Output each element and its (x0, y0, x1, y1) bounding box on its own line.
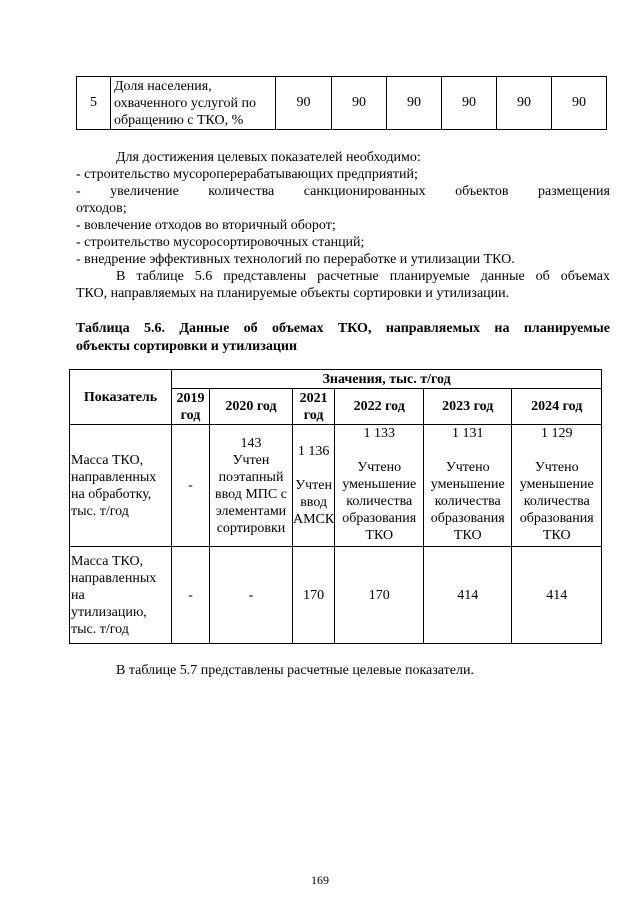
year-header: 2021 год (293, 389, 335, 425)
value-cell: 170 (335, 547, 424, 644)
row-number: 5 (77, 77, 111, 130)
value-cell: 90 (497, 77, 552, 130)
table-row (70, 547, 602, 644)
year-header: 2019 год (172, 389, 210, 425)
value-cell: 143 Учтен поэтапный ввод МПС с элементами сортировки (210, 425, 293, 547)
value-cell: 90 (332, 77, 387, 130)
value-cell: 90 (387, 77, 442, 130)
value-cell: 170 (293, 547, 335, 644)
table-row (70, 425, 602, 547)
value-cell: 90 (552, 77, 607, 130)
body-paragraph: Для достижения целевых показателей необходимо: - строительство мусороперерабатывающих предприятий; - увеличение количества санкционированных объектов размещения отходов; - вовлечение отходов во вторичный оборот; - строительство мусоросортировочных станций; - внедрение эффективных технологий по переработке и утилизации ТКО. В таблице 5.6 представлены расчетные планируемые данные об объемах ТКО, направляемых на планируемые объекты сортировки и утилизации. (76, 150, 610, 301)
value-cell: 414 (424, 547, 512, 644)
value-cell: 90 (442, 77, 497, 130)
year-header: 2022 год (335, 389, 424, 425)
table-row (77, 77, 607, 130)
year-header: 2020 год (210, 389, 293, 425)
column-header-indicator: Показатель (70, 370, 172, 425)
data-table (69, 369, 602, 644)
value-cell: - (172, 547, 210, 644)
value-cell: 414 (512, 547, 602, 644)
value-cell: 90 (276, 77, 332, 130)
page-number: 169 (311, 873, 329, 887)
table-header-row (70, 370, 602, 389)
value-cell: - (210, 547, 293, 644)
value-cell: 1 136 Учтен ввод АМСК (293, 425, 335, 547)
year-header: 2023 год (424, 389, 512, 425)
table-caption: Таблица 5.6. Данные об объемах ТКО, направляемых на планируемые объекты сортировки и утилизации (76, 321, 610, 354)
value-cell: - (172, 425, 210, 547)
value-cell: 1 129 Учтено уменьшение количества образования ТКО (512, 425, 602, 547)
row-label: Доля населения, охваченного услугой по обращению с ТКО, % (111, 77, 276, 130)
value-cell: 1 131 Учтено уменьшение количества образования ТКО (424, 425, 512, 547)
column-header-values: Значения, тыс. т/год (172, 370, 602, 389)
row-label: Масса ТКО, направленных на утилизацию, тыс. т/год (70, 547, 172, 644)
value-cell: 1 133 Учтено уменьшение количества образования ТКО (335, 425, 424, 547)
year-header: 2024 год (512, 389, 602, 425)
closing-paragraph: В таблице 5.7 представлены расчетные целевые показатели. (116, 663, 474, 678)
row-label: Масса ТКО, направленных на обработку, тыс. т/год (70, 425, 172, 547)
top-table-fragment (76, 76, 607, 130)
